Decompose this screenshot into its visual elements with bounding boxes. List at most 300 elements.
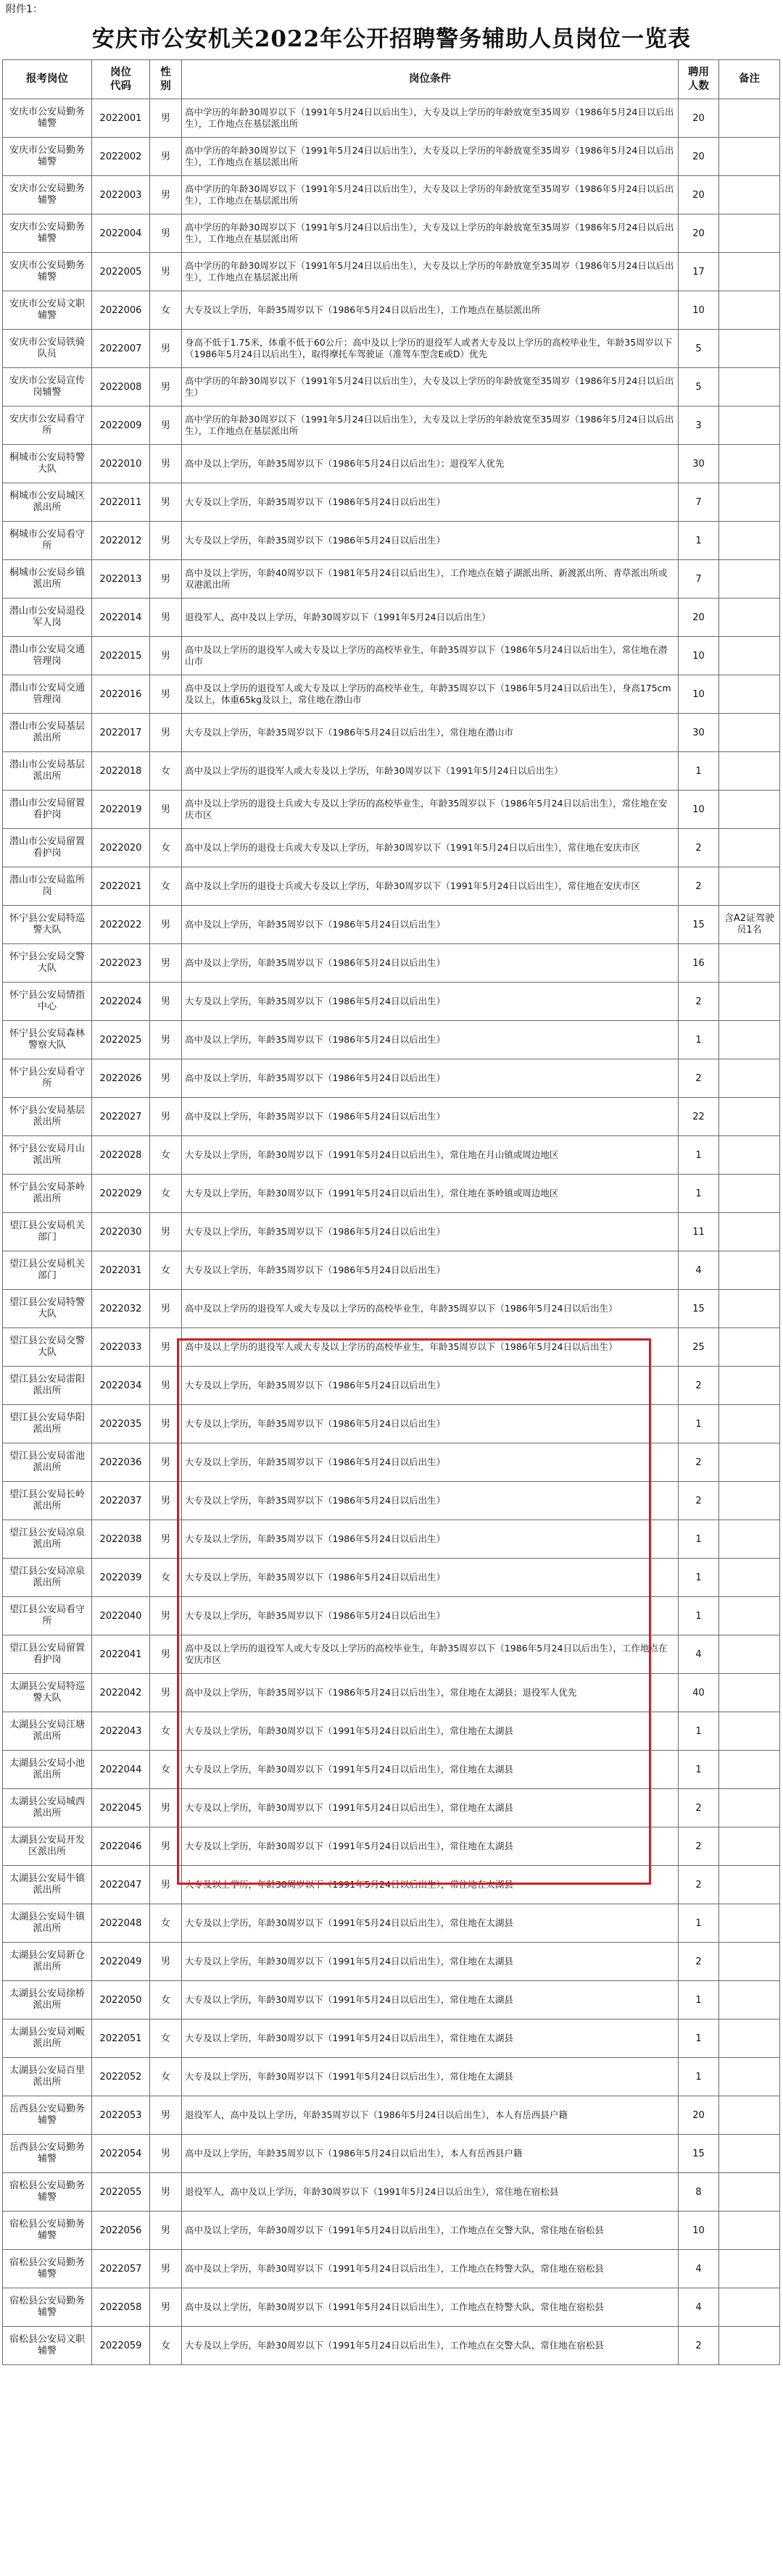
- cell-count: 40: [679, 1674, 719, 1712]
- cell-code: 2022011: [92, 483, 150, 522]
- cell-unit: 太湖县公安局牛镇派出所: [3, 1866, 92, 1904]
- cell-count: 2: [679, 1482, 719, 1520]
- cell-note: [719, 1328, 780, 1367]
- cell-code: 2022025: [92, 1021, 150, 1059]
- cell-count: 10: [679, 791, 719, 829]
- cell-count: 1: [679, 522, 719, 560]
- cell-condition: 高中及以上学历，年龄35周岁以下（1986年5月24日以后出生）: [182, 1021, 679, 1059]
- cell-gender: 男: [150, 483, 182, 522]
- cell-note: [719, 983, 780, 1021]
- cell-gender: 男: [150, 407, 182, 445]
- cell-unit: 望江县公安局华阳派出所: [3, 1405, 92, 1443]
- cell-gender: 男: [150, 906, 182, 944]
- cell-count: 1: [679, 752, 719, 791]
- cell-note: [719, 1251, 780, 1290]
- cell-unit: 怀宁县公安局森林警察大队: [3, 1021, 92, 1059]
- cell-unit: 太湖县公安局徐桥派出所: [3, 1981, 92, 2019]
- cell-unit: 桐城市公安局城区派出所: [3, 483, 92, 522]
- cell-note: [719, 138, 780, 176]
- cell-gender: 男: [150, 560, 182, 599]
- cell-gender: 男: [150, 1213, 182, 1251]
- cell-count: 15: [679, 906, 719, 944]
- cell-count: 5: [679, 368, 719, 407]
- cell-code: 2022033: [92, 1328, 150, 1367]
- cell-note: [719, 1213, 780, 1251]
- cell-code: 2022007: [92, 330, 150, 368]
- cell-note: [719, 1059, 780, 1098]
- cell-gender: 男: [150, 1827, 182, 1866]
- cell-condition: 大专及以上学历，年龄35周岁以下（1986年5月24日以后出生）: [182, 1367, 679, 1405]
- cell-gender: 男: [150, 637, 182, 675]
- cell-unit: 望江县公安局机关部门: [3, 1213, 92, 1251]
- table-row: [3, 2212, 780, 2250]
- cell-unit: 怀宁县公安局特巡警大队: [3, 906, 92, 944]
- cell-code: 2022046: [92, 1827, 150, 1866]
- table-row: [3, 1751, 780, 1789]
- cell-gender: 男: [150, 2212, 182, 2250]
- cell-unit: 太湖县公安局百里派出所: [3, 2058, 92, 2096]
- table-row: [3, 1866, 780, 1904]
- cell-code: 2022038: [92, 1520, 150, 1559]
- table-row: [3, 2173, 780, 2212]
- cell-unit: 桐城市公安局乡镇派出所: [3, 560, 92, 599]
- cell-unit: 太湖县公安局特巡警大队: [3, 1674, 92, 1712]
- cell-note: [719, 368, 780, 407]
- cell-gender: 男: [150, 138, 182, 176]
- cell-note: [719, 1443, 780, 1482]
- cell-unit: 潜山市公安局交通管理岗: [3, 637, 92, 675]
- cell-gender: 男: [150, 1674, 182, 1712]
- table-row: [3, 560, 780, 599]
- cell-condition: 大专及以上学历，年龄30周岁以下（1991年5月24日以后出生），常住地在月山镇或周边地区: [182, 1136, 679, 1175]
- header-gender: 性 别: [150, 60, 182, 99]
- cell-unit: 宿松县公安局勤务辅警: [3, 2250, 92, 2288]
- cell-count: 20: [679, 214, 719, 253]
- cell-count: 20: [679, 176, 719, 214]
- cell-code: 2022051: [92, 2019, 150, 2058]
- cell-unit: 潜山市公安局留置看护岗: [3, 829, 92, 867]
- cell-code: 2022023: [92, 944, 150, 983]
- cell-condition: 高中学历的年龄30周岁以下（1991年5月24日以后出生），大专及以上学历的年龄放宽至35周岁（1986年5月24日以后出生），工作地点在基层派出所: [182, 138, 679, 176]
- table-row: [3, 1827, 780, 1866]
- cell-note: [719, 445, 780, 483]
- table-row: [3, 214, 780, 253]
- table-row: [3, 1597, 780, 1635]
- cell-note: [719, 214, 780, 253]
- cell-count: 1: [679, 1597, 719, 1635]
- cell-count: 1: [679, 1520, 719, 1559]
- table-row: [3, 1136, 780, 1175]
- cell-note: [719, 1175, 780, 1213]
- cell-condition: 身高不低于1.75米，体重不低于60公斤；高中及以上学历的退役军人或者大专及以上学历的高校毕业生，年龄35周岁以下（1986年5月24日以后出生），取得摩托车驾驶证（准驾车型含E或D）优先: [182, 330, 679, 368]
- cell-unit: 桐城市公安局看守所: [3, 522, 92, 560]
- table-row: [3, 867, 780, 906]
- cell-unit: 怀宁县公安局月山派出所: [3, 1136, 92, 1175]
- cell-unit: 望江县公安局雷池派出所: [3, 1443, 92, 1482]
- cell-count: 2: [679, 1059, 719, 1098]
- cell-count: 8: [679, 2173, 719, 2212]
- header-code: 岗位 代码: [92, 60, 150, 99]
- table-row: [3, 1674, 780, 1712]
- cell-code: 2022003: [92, 176, 150, 214]
- cell-note: [719, 1021, 780, 1059]
- table-body: [3, 99, 780, 2365]
- cell-condition: 大专及以上学历，年龄30周岁以下（1991年5月24日以后出生），常住地在太湖县: [182, 2058, 679, 2096]
- cell-unit: 安庆市公安局勤务辅警: [3, 214, 92, 253]
- cell-unit: 望江县公安局交警大队: [3, 1328, 92, 1367]
- cell-count: 2: [679, 2327, 719, 2365]
- cell-code: 2022020: [92, 829, 150, 867]
- cell-code: 2022034: [92, 1367, 150, 1405]
- cell-note: [719, 1904, 780, 1943]
- cell-gender: 男: [150, 1367, 182, 1405]
- cell-gender: 女: [150, 829, 182, 867]
- page-title: 安庆市公安机关2022年公开招聘警务辅助人员岗位一览表: [91, 26, 692, 52]
- cell-count: 2: [679, 983, 719, 1021]
- cell-condition: 高中学历的年龄30周岁以下（1991年5月24日以后出生），大专及以上学历的年龄放宽至35周岁（1986年5月24日以后出生），工作地点在基层派出所: [182, 253, 679, 291]
- cell-gender: 男: [150, 1482, 182, 1520]
- table-row: [3, 983, 780, 1021]
- cell-code: 2022012: [92, 522, 150, 560]
- cell-condition: 高中及以上学历，年龄40周岁以下（1981年5月24日以后出生），工作地点在嬉子湖派出所、新渡派出所、青草派出所或双港派出所: [182, 560, 679, 599]
- cell-count: 1: [679, 1136, 719, 1175]
- cell-count: 4: [679, 1635, 719, 1674]
- cell-unit: 怀宁县公安局看守所: [3, 1059, 92, 1098]
- cell-note: [719, 2250, 780, 2288]
- table-row: [3, 1981, 780, 2019]
- cell-condition: 高中及以上学历的退役军人或大专及以上学历的高校毕业生，年龄35周岁以下（1986年5月24日以后出生）: [182, 1328, 679, 1367]
- cell-note: [719, 944, 780, 983]
- cell-unit: 安庆市公安局勤务辅警: [3, 138, 92, 176]
- cell-condition: 大专及以上学历，年龄30周岁以下（1991年5月24日以后出生），常住地在太湖县: [182, 1981, 679, 2019]
- cell-gender: 女: [150, 1981, 182, 2019]
- cell-unit: 潜山市公安局退役军人岗: [3, 599, 92, 637]
- cell-count: 20: [679, 599, 719, 637]
- cell-code: 2022041: [92, 1635, 150, 1674]
- cell-note: [719, 2173, 780, 2212]
- cell-note: [719, 2135, 780, 2173]
- cell-count: 15: [679, 1290, 719, 1328]
- cell-count: 4: [679, 2250, 719, 2288]
- cell-condition: 大专及以上学历，年龄30周岁以下（1991年5月24日以后出生），常住地在太湖县: [182, 1827, 679, 1866]
- cell-note: [719, 253, 780, 291]
- cell-gender: 男: [150, 445, 182, 483]
- table-row: [3, 1904, 780, 1943]
- cell-note: [719, 1943, 780, 1981]
- cell-unit: 望江县公安局凉泉派出所: [3, 1520, 92, 1559]
- cell-count: 30: [679, 445, 719, 483]
- table-row: [3, 1213, 780, 1251]
- cell-code: 2022054: [92, 2135, 150, 2173]
- cell-count: 1: [679, 1981, 719, 2019]
- positions-table: [2, 59, 780, 2365]
- cell-code: 2022026: [92, 1059, 150, 1098]
- cell-gender: 男: [150, 2250, 182, 2288]
- cell-code: 2022024: [92, 983, 150, 1021]
- cell-count: 1: [679, 1405, 719, 1443]
- cell-note: [719, 867, 780, 906]
- cell-note: [719, 1098, 780, 1136]
- cell-unit: 桐城市公安局特警大队: [3, 445, 92, 483]
- cell-gender: 男: [150, 2288, 182, 2327]
- cell-condition: 高中及以上学历的退役士兵或大专及以上学历，年龄30周岁以下（1991年5月24日以后出生），常住地在安庆市区: [182, 829, 679, 867]
- cell-unit: 太湖县公安局城西派出所: [3, 1789, 92, 1827]
- cell-condition: 高中及以上学历，年龄35周岁以下（1986年5月24日以后出生）: [182, 1098, 679, 1136]
- header-condition: 岗位条件: [182, 60, 679, 99]
- table-row: [3, 1712, 780, 1751]
- cell-count: 1: [679, 1175, 719, 1213]
- cell-note: [719, 1674, 780, 1712]
- cell-code: 2022017: [92, 714, 150, 752]
- cell-unit: 安庆市公安局看守所: [3, 407, 92, 445]
- cell-count: 20: [679, 2096, 719, 2135]
- cell-note: [719, 714, 780, 752]
- cell-code: 2022031: [92, 1251, 150, 1290]
- cell-gender: 男: [150, 368, 182, 407]
- cell-condition: 高中及以上学历，年龄35周岁以下（1986年5月24日以后出生）: [182, 1059, 679, 1098]
- cell-condition: 大专及以上学历，年龄35周岁以下（1986年5月24日以后出生），工作地点在基层派出所: [182, 291, 679, 330]
- cell-condition: 大专及以上学历，年龄30周岁以下（1991年5月24日以后出生），常住地在太湖县: [182, 1904, 679, 1943]
- cell-count: 3: [679, 407, 719, 445]
- cell-condition: 高中学历的年龄30周岁以下（1991年5月24日以后出生），大专及以上学历的年龄放宽至35周岁（1986年5月24日以后出生）: [182, 368, 679, 407]
- cell-unit: 安庆市公安局勤务辅警: [3, 176, 92, 214]
- cell-condition: 高中学历的年龄30周岁以下（1991年5月24日以后出生），大专及以上学历的年龄放宽至35周岁（1986年5月24日以后出生），工作地点在基层派出所: [182, 176, 679, 214]
- cell-condition: 大专及以上学历，年龄35周岁以下（1986年5月24日以后出生）: [182, 522, 679, 560]
- cell-gender: 男: [150, 1789, 182, 1827]
- table-row: [3, 1367, 780, 1405]
- cell-gender: 男: [150, 1443, 182, 1482]
- cell-count: 2: [679, 1789, 719, 1827]
- cell-code: 2022059: [92, 2327, 150, 2365]
- cell-code: 2022021: [92, 867, 150, 906]
- cell-note: [719, 1597, 780, 1635]
- cell-unit: 安庆市公安局勤务辅警: [3, 253, 92, 291]
- cell-condition: 大专及以上学历，年龄35周岁以下（1986年5月24日以后出生）: [182, 1251, 679, 1290]
- cell-code: 2022040: [92, 1597, 150, 1635]
- cell-unit: 安庆市公安局铁骑队员: [3, 330, 92, 368]
- cell-count: 1: [679, 1559, 719, 1597]
- cell-count: 10: [679, 291, 719, 330]
- table-row: [3, 675, 780, 714]
- cell-condition: 大专及以上学历，年龄30周岁以下（1991年5月24日以后出生），常住地在太湖县: [182, 1751, 679, 1789]
- cell-unit: 太湖县公安局刘畈派出所: [3, 2019, 92, 2058]
- cell-condition: 高中及以上学历，年龄35周岁以下（1986年5月24日以后出生），常住地在太湖县；退役军人优先: [182, 1674, 679, 1712]
- cell-note: [719, 2096, 780, 2135]
- cell-gender: 女: [150, 2058, 182, 2096]
- cell-code: 2022029: [92, 1175, 150, 1213]
- cell-unit: 潜山市公安局交通管理岗: [3, 675, 92, 714]
- cell-gender: 男: [150, 176, 182, 214]
- attachment-label: 附件1：: [6, 4, 43, 15]
- cell-note: [719, 2327, 780, 2365]
- cell-count: 16: [679, 944, 719, 983]
- cell-note: [719, 291, 780, 330]
- cell-code: 2022039: [92, 1559, 150, 1597]
- cell-condition: 大专及以上学历，年龄30周岁以下（1991年5月24日以后出生），工作地点在交警大队，常住地在宿松县: [182, 2327, 679, 2365]
- table-row: [3, 1482, 780, 1520]
- cell-unit: 潜山市公安局留置看护岗: [3, 791, 92, 829]
- cell-gender: 女: [150, 752, 182, 791]
- cell-gender: 女: [150, 1251, 182, 1290]
- cell-condition: 大专及以上学历，年龄35周岁以下（1986年5月24日以后出生）: [182, 1520, 679, 1559]
- cell-gender: 女: [150, 1751, 182, 1789]
- cell-gender: 女: [150, 1904, 182, 1943]
- cell-code: 2022055: [92, 2173, 150, 2212]
- cell-code: 2022014: [92, 599, 150, 637]
- cell-count: 4: [679, 2288, 719, 2327]
- cell-note: [719, 675, 780, 714]
- table-row: [3, 1328, 780, 1367]
- cell-count: 2: [679, 1827, 719, 1866]
- cell-gender: 女: [150, 1712, 182, 1751]
- table-row: [3, 1943, 780, 1981]
- cell-code: 2022048: [92, 1904, 150, 1943]
- table-row: [3, 1021, 780, 1059]
- cell-condition: 高中及以上学历的退役军人或大专及以上学历的高校毕业生，年龄35周岁以下（1986年5月24日以后出生），工作地点在安庆市区: [182, 1635, 679, 1674]
- cell-unit: 望江县公安局看守所: [3, 1597, 92, 1635]
- cell-note: [719, 1866, 780, 1904]
- cell-code: 2022043: [92, 1712, 150, 1751]
- cell-note: [719, 599, 780, 637]
- cell-unit: 岳西县公安局勤务辅警: [3, 2096, 92, 2135]
- cell-unit: 望江县公安局特警大队: [3, 1290, 92, 1328]
- cell-count: 1: [679, 1904, 719, 1943]
- cell-count: 2: [679, 1367, 719, 1405]
- cell-count: 1: [679, 2058, 719, 2096]
- cell-condition: 高中及以上学历，年龄35周岁以下（1986年5月24日以后出生）；退役军人优先: [182, 445, 679, 483]
- cell-gender: 男: [150, 2135, 182, 2173]
- cell-code: 2022042: [92, 1674, 150, 1712]
- table-header-row: [3, 60, 780, 99]
- table-row: [3, 483, 780, 522]
- table-row: [3, 1635, 780, 1674]
- table-row: [3, 791, 780, 829]
- cell-count: 7: [679, 560, 719, 599]
- cell-condition: 大专及以上学历，年龄30周岁以下（1991年5月24日以后出生），常住地在太湖县: [182, 1789, 679, 1827]
- table-row: [3, 714, 780, 752]
- cell-note: [719, 1827, 780, 1866]
- cell-code: 2022027: [92, 1098, 150, 1136]
- cell-note: [719, 1981, 780, 2019]
- cell-code: 2022047: [92, 1866, 150, 1904]
- table-row: [3, 99, 780, 138]
- cell-condition: 大专及以上学历，年龄35周岁以下（1986年5月24日以后出生）: [182, 1405, 679, 1443]
- cell-count: 5: [679, 330, 719, 368]
- table-row: [3, 407, 780, 445]
- cell-gender: 男: [150, 2096, 182, 2135]
- cell-note: [719, 1789, 780, 1827]
- cell-code: 2022052: [92, 2058, 150, 2096]
- cell-code: 2022001: [92, 99, 150, 138]
- cell-code: 2022053: [92, 2096, 150, 2135]
- cell-condition: 大专及以上学历，年龄35周岁以下（1986年5月24日以后出生）: [182, 1597, 679, 1635]
- table-row: [3, 2250, 780, 2288]
- table-row: [3, 1559, 780, 1597]
- cell-condition: 高中及以上学历，年龄35周岁以下（1986年5月24日以后出生）: [182, 944, 679, 983]
- cell-code: 2022049: [92, 1943, 150, 1981]
- cell-note: [719, 483, 780, 522]
- cell-condition: 高中及以上学历的退役士兵或大专及以上学历，年龄30周岁以下（1991年5月24日以后出生），常住地在安庆市区: [182, 867, 679, 906]
- cell-count: 11: [679, 1213, 719, 1251]
- cell-code: 2022036: [92, 1443, 150, 1482]
- table-row: [3, 2135, 780, 2173]
- cell-condition: 退役军人，高中及以上学历，年龄30周岁以下（1991年5月24日以后出生）: [182, 599, 679, 637]
- cell-unit: 宿松县公安局勤务辅警: [3, 2288, 92, 2327]
- cell-note: [719, 1751, 780, 1789]
- cell-count: 20: [679, 138, 719, 176]
- table-row: [3, 330, 780, 368]
- table-row: [3, 368, 780, 407]
- cell-code: 2022056: [92, 2212, 150, 2250]
- cell-condition: 大专及以上学历，年龄30周岁以下（1991年5月24日以后出生），常住地在茶岭镇或周边地区: [182, 1175, 679, 1213]
- table-row: [3, 906, 780, 944]
- cell-condition: 退役军人，高中及以上学历，年龄35周岁以下（1986年5月24日以后出生），本人有岳西县户籍: [182, 2096, 679, 2135]
- cell-note: [719, 829, 780, 867]
- cell-gender: 男: [150, 675, 182, 714]
- cell-unit: 太湖县公安局江塘派出所: [3, 1712, 92, 1751]
- cell-note: [719, 176, 780, 214]
- cell-condition: 高中及以上学历，年龄30周岁以下（1991年5月24日以后出生），工作地点在特警大队，常住地在宿松县: [182, 2250, 679, 2288]
- table-row: [3, 1175, 780, 1213]
- cell-unit: 怀宁县公安局茶岭派出所: [3, 1175, 92, 1213]
- cell-gender: 男: [150, 1328, 182, 1367]
- cell-note: [719, 1712, 780, 1751]
- table-row: [3, 1789, 780, 1827]
- cell-count: 1: [679, 2019, 719, 2058]
- cell-unit: 宿松县公安局勤务辅警: [3, 2173, 92, 2212]
- cell-condition: 大专及以上学历，年龄30周岁以下（1991年5月24日以后出生），常住地在太湖县: [182, 2019, 679, 2058]
- cell-condition: 高中学历的年龄30周岁以下（1991年5月24日以后出生），大专及以上学历的年龄放宽至35周岁（1986年5月24日以后出生），工作地点在基层派出所: [182, 407, 679, 445]
- cell-condition: 大专及以上学历，年龄30周岁以下（1991年5月24日以后出生），常住地在太湖县: [182, 1943, 679, 1981]
- table-row: [3, 752, 780, 791]
- cell-unit: 潜山市公安局基层派出所: [3, 714, 92, 752]
- cell-gender: 男: [150, 1059, 182, 1098]
- table-row: [3, 2288, 780, 2327]
- cell-code: 2022018: [92, 752, 150, 791]
- cell-count: 2: [679, 1443, 719, 1482]
- cell-condition: 高中及以上学历的退役军人或大专及以上学历的高校毕业生，年龄35周岁以下（1986年5月24日以后出生）: [182, 1290, 679, 1328]
- table-row: [3, 1059, 780, 1098]
- header-count: 聘用 人数: [679, 60, 719, 99]
- cell-count: 10: [679, 675, 719, 714]
- cell-gender: 男: [150, 2173, 182, 2212]
- cell-count: 10: [679, 2212, 719, 2250]
- cell-unit: 怀宁县公安局交警大队: [3, 944, 92, 983]
- cell-condition: 高中学历的年龄30周岁以下（1991年5月24日以后出生），大专及以上学历的年龄放宽至35周岁（1986年5月24日以后出生），工作地点在基层派出所: [182, 99, 679, 138]
- cell-gender: 男: [150, 1943, 182, 1981]
- cell-note: [719, 522, 780, 560]
- cell-unit: 望江县公安局雷阳派出所: [3, 1367, 92, 1405]
- table-row: [3, 1098, 780, 1136]
- cell-code: 2022015: [92, 637, 150, 675]
- cell-gender: 女: [150, 2327, 182, 2365]
- cell-note: [719, 330, 780, 368]
- cell-gender: 男: [150, 522, 182, 560]
- cell-condition: 大专及以上学历，年龄35周岁以下（1986年5月24日以后出生）: [182, 1213, 679, 1251]
- cell-condition: 大专及以上学历，年龄35周岁以下（1986年5月24日以后出生）: [182, 1443, 679, 1482]
- cell-count: 2: [679, 1866, 719, 1904]
- cell-note: [719, 1559, 780, 1597]
- cell-condition: 高中及以上学历的退役军人或大专及以上学历，年龄30周岁以下（1991年5月24日以后出生）: [182, 752, 679, 791]
- cell-gender: 男: [150, 1098, 182, 1136]
- cell-code: 2022045: [92, 1789, 150, 1827]
- cell-count: 2: [679, 829, 719, 867]
- cell-unit: 岳西县公安局勤务辅警: [3, 2135, 92, 2173]
- cell-note: [719, 637, 780, 675]
- cell-code: 2022008: [92, 368, 150, 407]
- table-row: [3, 176, 780, 214]
- cell-count: 22: [679, 1098, 719, 1136]
